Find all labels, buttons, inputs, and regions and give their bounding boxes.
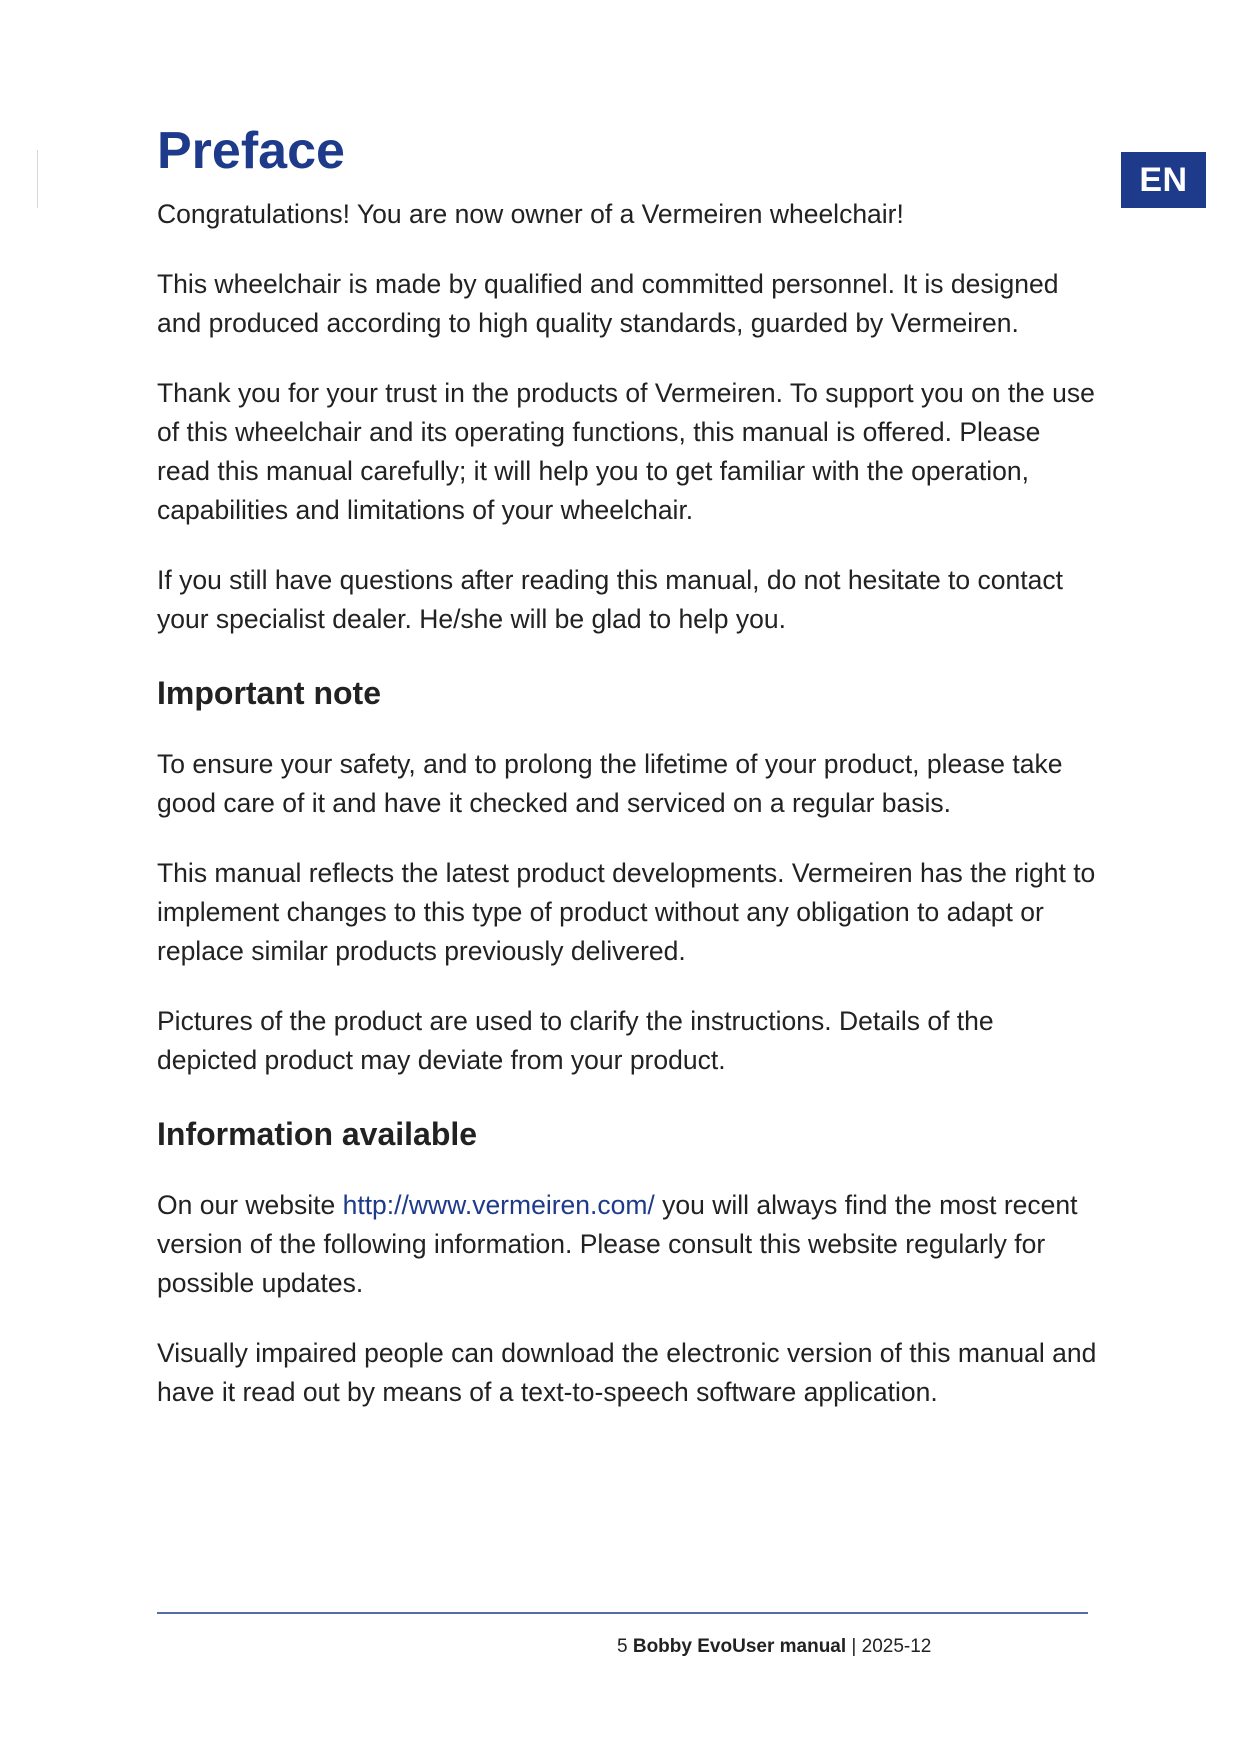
margin-mark [37, 150, 38, 208]
information-paragraph-1 [157, 1186, 1097, 1303]
footer-date: 2025-12 [861, 1636, 932, 1657]
footer-product-name: Bobby Evo [632, 1636, 733, 1657]
information-paragraph-2: Visually impaired people can download the electronic version of this manual and have it read out by means of a text-to-speech software application. [157, 1338, 1097, 1407]
language-badge[interactable]: EN [1121, 152, 1206, 208]
preface-paragraph-3: Thank you for your trust in the products of Vermeiren. To support you on the use of this wheelchair and its operating functions, this manual is offered. Please read this manual carefully; it will help you to get familiar with the operation, capabilities and limitations of your wheelchair. [157, 378, 1095, 525]
page-title: Preface [157, 122, 345, 180]
information-text-after-link: you will always find the most recent version of the following information. Please consult this website regularly for possible updates. [157, 1190, 1078, 1298]
footer-divider [157, 1612, 1088, 1614]
website-link[interactable]: http://www.vermeiren.com/ [342, 1190, 655, 1220]
important-note-paragraph-2: This manual reflects the latest product developments. Vermeiren has the right to implement changes to this type of product without any obligation to adapt or replace similar products previously delivered. [157, 858, 1096, 966]
information-text-before-link: On our website [157, 1190, 343, 1220]
page-number: 5 [617, 1636, 628, 1657]
important-note-paragraph-1: To ensure your safety, and to prolong the lifetime of your product, please take good care of it and have it checked and serviced on a regular basis. [157, 749, 1063, 818]
page-content [157, 118, 1097, 1412]
preface-paragraph-4: If you still have questions after reading this manual, do not hesitate to contact your specialist dealer. He/she will be glad to help you. [157, 565, 1063, 634]
important-note-heading: Important note [157, 675, 381, 711]
page-footer [617, 1636, 931, 1658]
information-available-heading: Information available [157, 1116, 478, 1152]
important-note-paragraph-3: Pictures of the product are used to clarify the instructions. Details of the depicted product may deviate from your product. [157, 1006, 994, 1075]
footer-document-type: User manual [732, 1636, 847, 1657]
footer-separator: | [851, 1636, 857, 1657]
preface-paragraph-2: This wheelchair is made by qualified and committed personnel. It is designed and produced according to high quality standards, guarded by Vermeiren. [157, 269, 1059, 338]
preface-paragraph-1: Congratulations! You are now owner of a Vermeiren wheelchair! [157, 199, 904, 229]
